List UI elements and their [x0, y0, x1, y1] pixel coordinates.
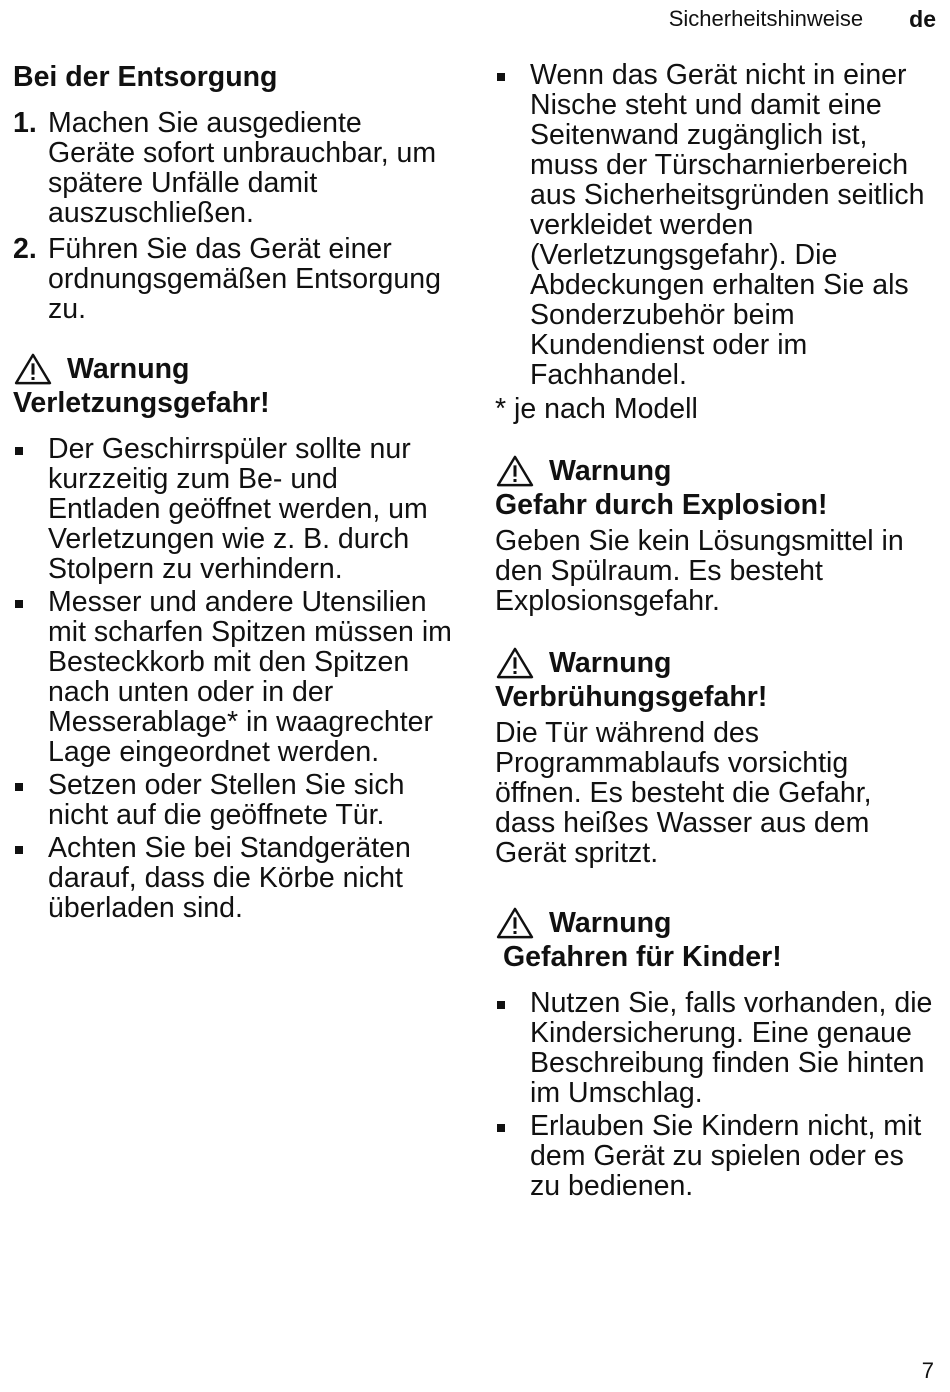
- language-code: de: [909, 5, 936, 32]
- disposal-heading: Bei der Entsorgung: [13, 61, 278, 93]
- list-item: [13, 587, 453, 767]
- left-column: [13, 60, 453, 926]
- step-number: 1.: [13, 107, 37, 139]
- footnote: * je nach Modell: [495, 393, 698, 425]
- warning-label: Warnung: [67, 353, 190, 385]
- page-number: 7: [921, 1358, 934, 1383]
- warning-text: Die Tür während des Programmablaufs vorsichtig öffnen. Es besteht die Gefahr, dass heißes Wasser aus dem Gerät spritzt.: [495, 717, 872, 869]
- warning-children: [495, 906, 935, 1201]
- list-item-text: Messer und andere Utensilien mit scharfen Spitzen müssen im Besteckkorb mit den Spitzen nach unten oder in der Messerablage* in waagrechter Lage eingeordnet werden.: [48, 586, 452, 768]
- step-item: [13, 108, 453, 228]
- step-item: [13, 234, 453, 324]
- section-title: Sicherheitshinweise: [668, 6, 864, 31]
- warning-triangle-icon: [495, 647, 535, 679]
- warning-scald: [495, 646, 935, 868]
- disposal-steps: [13, 108, 453, 324]
- warning-label: Warnung: [549, 455, 672, 487]
- warning-triangle-icon: [495, 907, 535, 939]
- warning-explosion: [495, 454, 935, 616]
- warning-label: Warnung: [549, 907, 672, 939]
- warning-list-continued: [495, 60, 935, 390]
- bullet-square-icon: [15, 783, 23, 791]
- list-item: [13, 770, 453, 830]
- step-number: 2.: [13, 233, 37, 265]
- warning-list: [13, 434, 453, 923]
- bullet-square-icon: [15, 846, 23, 854]
- list-item-text: Der Geschirrspüler sollte nur kurzzeitig zum Be- und Entladen geöffnet werden, um Verletzungen wie z. B. durch Stolpern zu verhindern.: [48, 433, 428, 585]
- bullet-square-icon: [497, 1001, 505, 1009]
- warning-header: [13, 352, 453, 386]
- warning-title: Gefahr durch Explosion!: [495, 489, 828, 521]
- list-item-text: Erlauben Sie Kindern nicht, mit dem Gerät zu spielen oder es zu bedienen.: [530, 1110, 922, 1202]
- bullet-square-icon: [497, 1124, 505, 1132]
- list-item: [495, 60, 935, 390]
- list-item: [13, 434, 453, 584]
- bullet-square-icon: [497, 73, 505, 81]
- bullet-square-icon: [15, 600, 23, 608]
- warning-text: Geben Sie kein Lösungsmittel in den Spülraum. Es besteht Explosionsgefahr.: [495, 525, 904, 617]
- step-text: Führen Sie das Gerät einer ordnungsgemäßen Entsorgung zu.: [48, 233, 441, 325]
- bullet-square-icon: [15, 447, 23, 455]
- list-item: [495, 1111, 935, 1201]
- list-item-text: Achten Sie bei Standgeräten darauf, dass die Körbe nicht überladen sind.: [48, 832, 411, 924]
- warning-header: [495, 906, 935, 940]
- list-item-text: Nutzen Sie, falls vorhanden, die Kindersicherung. Eine genaue Beschreibung finden Sie hinten im Umschlag.: [530, 987, 933, 1109]
- step-text: Machen Sie ausgediente Geräte sofort unbrauchbar, um spätere Unfälle damit auszuschließen.: [48, 107, 437, 229]
- warning-title: Verbrühungsgefahr!: [495, 681, 768, 713]
- warning-injury: [13, 352, 453, 923]
- warning-triangle-icon: [13, 353, 53, 385]
- list-item: [495, 988, 935, 1108]
- warning-label: Warnung: [549, 647, 672, 679]
- warning-title: Gefahren für Kinder!: [503, 941, 782, 973]
- warning-header: [495, 646, 935, 680]
- page-header: [669, 6, 936, 32]
- warning-title: Verletzungsgefahr!: [13, 387, 270, 419]
- list-item-text: Wenn das Gerät nicht in einer Nische steht und damit eine Seitenwand zugänglich ist, muss der Türscharnierbereich aus Sicherheitsgründen seitlich verkleidet werden (Verletzungsgefahr). Die Abdeckungen erhalten Sie als Sonderzubehör beim Kundendienst oder im Fachhandel.: [530, 59, 925, 391]
- warning-header: [495, 454, 935, 488]
- warning-list: [495, 988, 935, 1201]
- list-item-text: Setzen oder Stellen Sie sich nicht auf die geöffnete Tür.: [48, 769, 405, 831]
- warning-triangle-icon: [495, 455, 535, 487]
- list-item: [13, 833, 453, 923]
- right-column: [495, 60, 935, 1204]
